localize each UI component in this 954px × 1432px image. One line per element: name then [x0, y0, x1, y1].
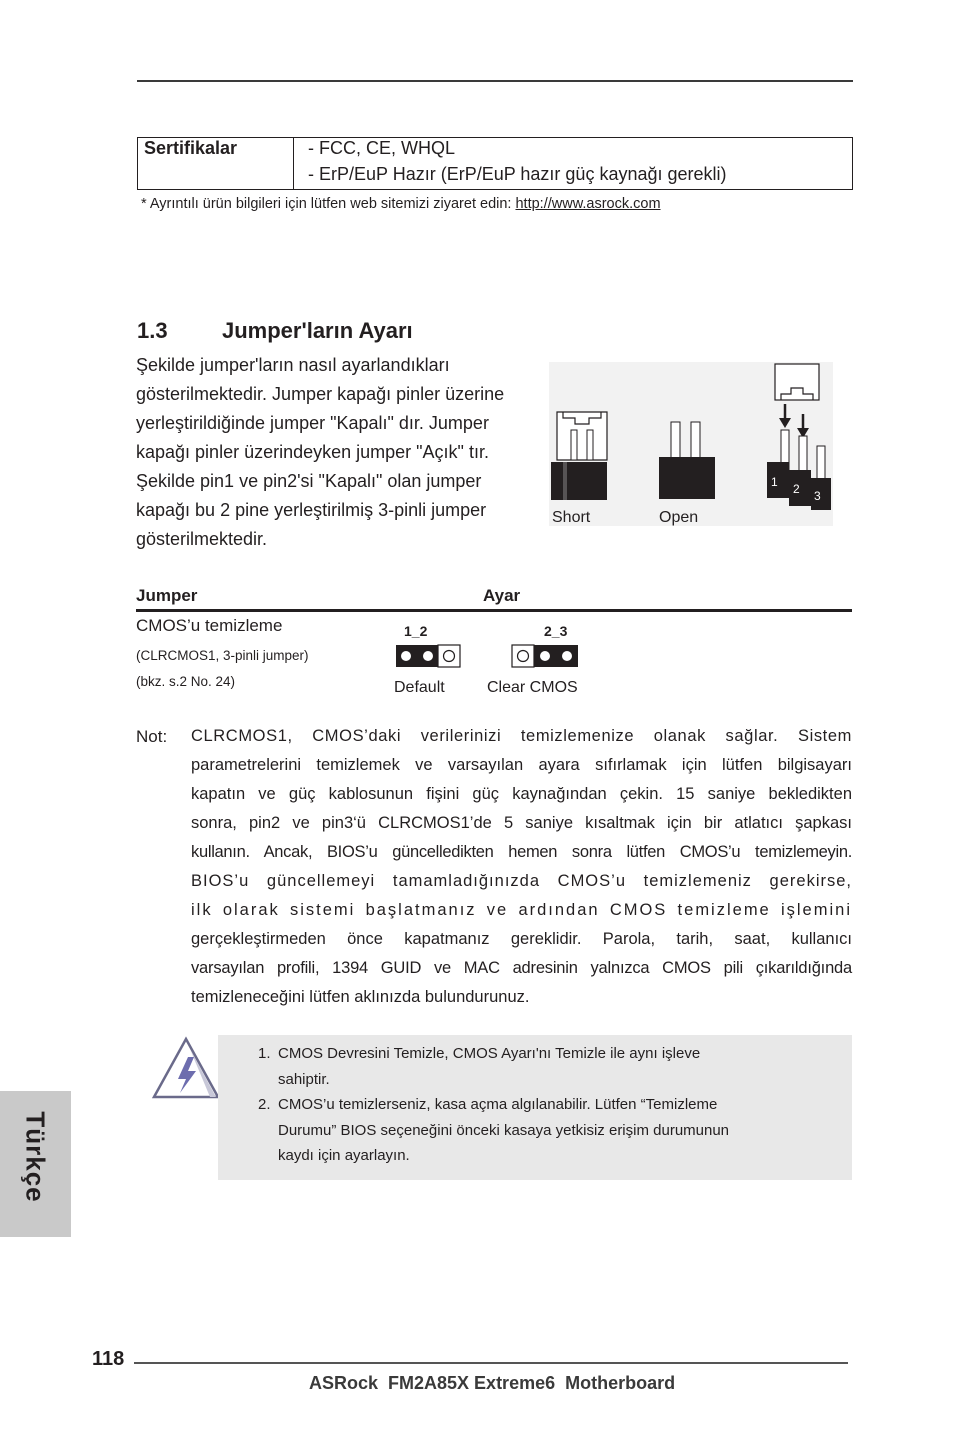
language-tab-label: Türkçe [20, 1111, 51, 1203]
jumper-col-header: Jumper [136, 586, 198, 605]
para-line: Şekilde pin1 ve pin2'si "Kapalı" olan jumper [136, 471, 482, 491]
section-title: Jumper'ların Ayarı [222, 318, 413, 343]
spec-row-2: - ErP/EuP Hazır (ErP/EuP hazır güç kaynağı gerekli) [294, 164, 853, 190]
note-line: varsayılan profili, 1394 GUID ve MAC adresinin yalnızca CMOS pili çıkarıldığında [191, 959, 852, 977]
setting2-pins-label: 2_3 [544, 623, 568, 639]
page-number: 118 [92, 1348, 125, 1370]
para-line: gösterilmektedir. [136, 529, 268, 549]
caution-num: 1. [258, 1045, 271, 1062]
jumper-clear-cmos-diagram [511, 644, 579, 668]
setting2-label: Clear CMOS [487, 679, 578, 696]
caution-num: 2. [258, 1096, 271, 1113]
caution-text: CMOS’u temizlerseniz, kasa açma algılanabilir. Lütfen “Temizleme [278, 1096, 718, 1113]
jumper-item-name: CMOS’u temizleme [136, 616, 283, 635]
footnote-text: * Ayrıntılı ürün bilgileri için lütfen web sitemizi ziyaret edin: [141, 196, 516, 212]
section-number: 1.3 [137, 318, 168, 343]
note-line: parametrelerini temizlemek ve varsayılan ayara sıfırlamak için lütfen bilgisayarı [191, 756, 852, 774]
open-label: Open [659, 509, 699, 526]
pin-number-2: 2 [793, 482, 800, 496]
note-line: gerçekleştirmeden önce kapatmanız gereklidir. Parola, tarih, saat, kullanıcı [191, 930, 852, 948]
spec-label: Sertifikalar [138, 138, 294, 190]
footer-product: ASRock FM2A85X Extreme6 Motherboard [309, 1373, 676, 1393]
note-line: CLRCMOS1, CMOS’daki verilerinizi temizlemenize olanak sağlar. Sistem [191, 727, 852, 745]
note-line: sonra, pin2 ve pin3‘ü CLRCMOS1’de 5 saniye kısaltmak için bir atlatıcı şapkası [191, 814, 852, 832]
pin-number-3: 3 [814, 489, 821, 503]
jumper-item-sub1: (CLRCMOS1, 3-pinli jumper) [136, 648, 309, 663]
setting1-pins-label: 1_2 [404, 623, 428, 639]
note-line: kullanın. Ancak, BIOS’u güncelledikten hemen sonra lütfen CMOS’u temizlemeyin. [191, 843, 852, 861]
spec-table [137, 137, 853, 190]
jumper-table-rule [136, 609, 852, 612]
caution-item-1 [258, 1041, 818, 1092]
note-line: temizleneceğini lütfen aklınızda bulundurunuz. [191, 988, 530, 1006]
caution-text: sahiptir. [278, 1070, 330, 1088]
caution-text: Durumu” BIOS seçeneğini önceki kasaya yetkisiz erişim durumunun [278, 1121, 730, 1139]
caution-text: kaydı için ayarlayın. [278, 1147, 410, 1164]
setting1-label: Default [394, 679, 445, 696]
para-line: kapağı pinler üzerindeyken jumper "Açık" tır. [136, 442, 489, 462]
para-line: gösterilmektedir. Jumper kapağı pinler üzerine [136, 384, 505, 404]
warning-icon [150, 1035, 222, 1103]
note-line: ilk olarak sistemi başlatmanız ve ardından CMOS temizleme işlemini [191, 901, 852, 919]
para-line: yerleştirildiğinde jumper "Kapalı" dır. Jumper [136, 413, 489, 433]
spec-row-1: - FCC, CE, WHQL [294, 138, 853, 165]
intro-paragraph [136, 351, 536, 554]
para-line: kapağı bu 2 pine yerleştirilmiş 3-pinli jumper [136, 500, 487, 520]
note-line: BIOS’u güncellemeyi tamamladığınızda CMOS’u temizlemeniz gerekirse, [191, 872, 852, 890]
asrock-link[interactable]: http://www.asrock.com [515, 196, 661, 212]
caution-item-2 [258, 1092, 818, 1169]
footnote [141, 196, 661, 212]
setting-col-header: Ayar [483, 586, 521, 605]
note-line: kapatın ve güç kablosunun fişini güç kaynağından çekin. 15 saniye bekledikten [191, 785, 852, 803]
pin-number-1: 1 [771, 475, 778, 489]
top-rule [137, 80, 853, 82]
note-label: Not: [136, 727, 168, 746]
jumper-figure [549, 362, 833, 526]
para-line: Şekilde jumper'ların nasıl ayarlandıkları [136, 355, 450, 375]
short-jumper-illustration [551, 412, 607, 500]
caution-text: CMOS Devresini Temizle, CMOS Ayarı'nı Temizle ile aynı işleve [278, 1045, 701, 1062]
note-body [191, 722, 852, 1012]
footer-rule [134, 1362, 848, 1364]
jumper-item-sub2: (bkz. s.2 No. 24) [136, 674, 236, 689]
caution-box [218, 1035, 852, 1180]
short-label: Short [552, 509, 591, 526]
jumper-default-diagram [395, 644, 461, 668]
